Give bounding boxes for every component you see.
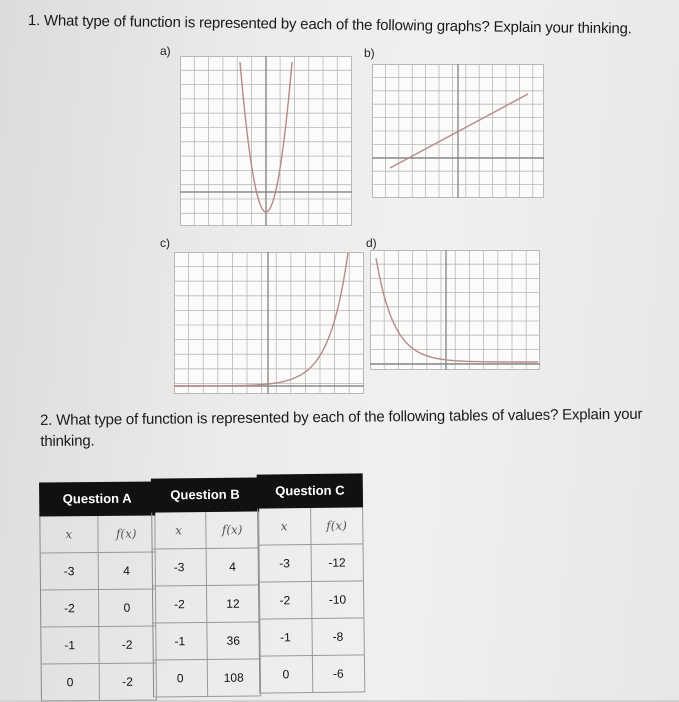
exponential-growth-graph-icon [174,252,364,394]
question-2-text: 2. What type of function is represented by each of the following tables of values? Explain your thinking. [40,405,643,450]
table-cell: -2 [153,586,207,623]
table-cell: 0 [154,660,208,697]
table-row [41,552,156,590]
table-c-title: Question C [257,473,363,508]
table-cell: -3 [259,545,312,582]
table-b-col-fx: f(x) [206,511,260,548]
table-cell: 4 [98,552,156,589]
graph-c-label: c) [160,236,170,250]
graph-b-label: b) [364,46,375,60]
table-question-b [151,477,261,697]
table-row [259,581,364,619]
graph-c-exponential-growth [174,252,364,394]
table-row [260,655,365,693]
table-cell: -3 [41,553,99,590]
table-cell: 4 [206,548,260,585]
graph-a-label: a) [160,44,171,58]
table-cell: -1 [41,627,99,664]
parabola-graph-icon [180,56,352,226]
table-row [259,618,364,656]
table-a-col-x: x [40,516,98,553]
table-cell: 0 [98,589,156,626]
table-row [42,663,157,701]
table-row [153,585,260,623]
graph-a-parabola [180,56,352,226]
table-b-col-x: x [152,512,206,549]
table-row [41,589,156,627]
table-c-col-fx: f(x) [311,507,364,544]
table-question-a [39,481,157,701]
table-cell: -1 [153,623,207,660]
table-row [153,548,260,586]
table-cell: -3 [153,549,207,586]
table-cell: -2 [99,626,157,663]
table-a-col-fx: f(x) [98,515,156,552]
table-row [41,626,156,664]
table-cell: 36 [207,622,261,659]
table-cell: 0 [42,664,100,701]
table-row [153,622,260,660]
table-b-title: Question B [151,477,259,512]
table-cell: 0 [260,656,313,693]
table-a-title: Question A [39,481,155,516]
table-cell: -6 [312,655,365,692]
table-cell: 108 [207,659,261,696]
table-cell: 12 [206,585,260,622]
table-cell: -2 [99,663,157,700]
table-question-c [257,473,366,693]
table-cell: -2 [259,582,312,619]
graph-d-exponential-decay [370,250,540,370]
exponential-decay-graph-icon [370,250,540,370]
line-graph-icon [372,64,544,198]
table-cell: -2 [41,590,99,627]
table-c-col-x: x [258,508,311,545]
graph-b-linear [372,64,544,198]
table-row [154,659,261,697]
table-cell: -12 [311,544,364,581]
graph-d-label: d) [366,236,377,250]
table-cell: -1 [259,619,312,656]
question-1-text: 1. What type of function is represented by each of the following graphs? Explain your thinking. [27,12,632,38]
table-cell: -8 [312,618,365,655]
table-row [259,544,364,582]
table-cell: -10 [311,581,364,618]
